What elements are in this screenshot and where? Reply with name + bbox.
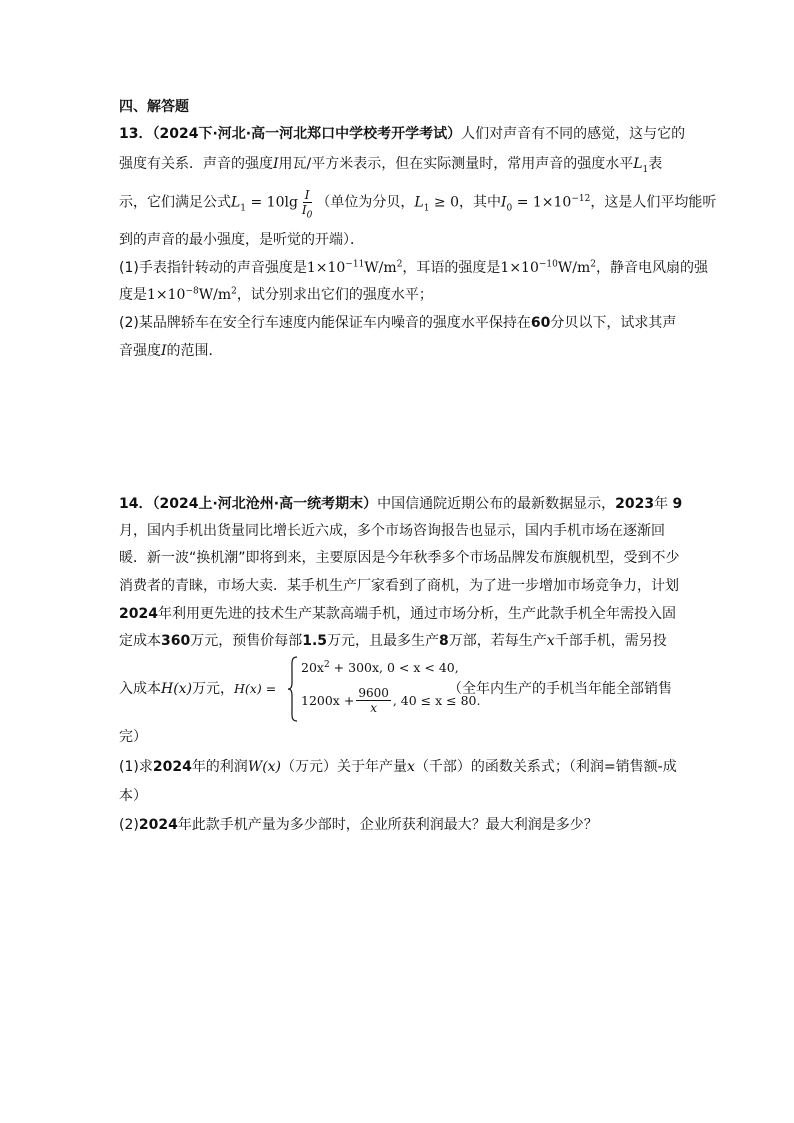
math-fraction [356,686,391,715]
brace-icon [287,656,299,722]
q13-text: 人们对声音有不同的感觉，这与它的 [461,126,686,142]
part-label: (2) [119,817,139,833]
q13-part2-line-1 [119,313,684,333]
q13-text: ，耳语的强度是 [402,260,501,276]
q13-text: 音强度 [119,343,161,359]
number: 8 [439,633,449,649]
math-sub: 0 [306,210,313,221]
q13-source: （2024下·河北·高一河北郑口中学校考开学考试） [152,126,462,142]
math-var: L [231,194,241,211]
q14-line-5 [119,604,684,624]
q13-text: 某品牌轿车在安全行车速度内能保证车内噪音的强度水平保持在 [138,315,531,331]
q13-text: 强度有关系．声音的强度 [119,156,273,172]
q14-line-4: 消费者的青睐，市场大卖．某手机生产厂家看到了商机，为了进一步增加市场竞争力，计划 [119,578,679,594]
math-formula: W(x) [247,759,282,775]
q14-line-3: 暖．新一波“换机潮”即将到来，主要原因是今年秋季多个市场品牌发布旗舰机型，受到不少 [119,550,680,566]
q14-text: 万元，预售价每部 [190,633,303,649]
number: 60 [530,315,551,331]
q14-line-7-right: （全年内生产的手机当年能全部销售 [448,681,672,697]
q13-part2-line-2 [119,341,684,361]
q14-part2-line-1 [119,815,684,835]
q13-part1-line-2 [119,285,684,305]
frac-denominator: x [370,701,377,715]
q14-text: 入成本 [119,681,161,697]
math-exp: 2 [323,659,330,670]
frac-numerator: 9600 [358,686,389,700]
math-unit: W/m [198,287,232,303]
math-exp: −8 [185,286,199,297]
case-text: 20x [301,660,324,675]
frac-numerator: I [304,188,310,202]
q14-text: 万元，且最多生产 [327,633,440,649]
q14-text: 年的利润 [191,759,248,775]
math-fraction [300,188,314,221]
q14-text: 千部手机，需另投 [554,633,667,649]
q14-text: 年此款手机产量为多少部时，企业所获利润最大？最大利润是多少？ [177,817,598,833]
number: 360 [161,633,191,649]
q13-text: 的范围． [166,343,223,359]
math-sub: 0 [506,203,513,214]
math-exp: 2 [396,259,403,270]
q14-part1-line-1 [119,757,684,777]
math-var: I [161,343,167,359]
math-sub: 1 [423,203,430,214]
q13-text: 表 [648,156,663,172]
q13-text: ，这是人们平均能听 [590,194,717,211]
part-label: (2) [119,315,139,331]
q14-line-2: 月，国内手机出货量同比增长近六成，多个市场咨询报告也显示，国内手机市场在逐渐回 [119,523,665,539]
math-exp: −11 [345,259,365,270]
math-sub: 1 [642,164,649,175]
q14-line-1 [119,494,684,514]
math-formula: 1×10 [500,260,539,276]
q13-part1-line-1 [119,258,708,278]
q14-line-6 [119,631,684,651]
math-unit: W/m [557,260,591,276]
q14-text: 年 [654,496,669,512]
number: 2024 [138,817,178,833]
math-formula: H(x) [161,681,193,697]
q13-text: 分贝以下，试求其声 [550,315,677,331]
q14-source: （2024上·河北沧州·高一统考期末） [152,496,378,512]
math-unit: W/m [364,260,397,276]
q13-line-4: 到的声音的最小强度，是听觉的开端）． [119,232,364,248]
q13-text: ，静音电风扇的强 [596,260,708,276]
math-var: L [633,156,643,172]
math-exp: −10 [538,259,558,270]
math-formula: 1×10 [306,260,346,276]
q14-part1-line-2: 本） [119,788,147,804]
math-var: x [546,633,555,649]
frac-denominator [300,203,314,221]
q13-text: ，其中 [458,194,501,211]
q14-text: 万部，若每生产 [448,633,547,649]
math-exp: 2 [590,259,596,270]
q14-number: 14． [119,496,153,512]
math-formula: H(x) = [234,681,277,696]
number: 1.5 [302,633,328,649]
q14-text: 年利用更先进的技术生产某款高端手机，通过市场分析，生产此款手机全年需投入固 [157,606,676,622]
part-label: (1) [119,759,139,775]
math-formula: ≥ 0 [429,194,459,211]
number: 2024 [152,759,192,775]
q13-text: （单位为分贝， [316,194,415,211]
math-exp: −12 [571,193,591,204]
math-exp: 2 [231,286,237,297]
math-sub: 1 [240,203,247,214]
q13-text: 手表指针转动的声音强度是 [138,260,307,276]
q13-line-3 [119,188,717,221]
case-text: 1200x + [301,693,355,708]
q13-line-2 [119,154,684,174]
math-formula: 1×10 [147,287,186,303]
q14-text: （万元）关于年产量 [281,759,408,775]
part-label: (1) [119,260,139,276]
q14-text: 中国信通院近期公布的最新数据显示， [377,496,616,512]
section-title: 四、解答题 [119,99,189,115]
math-formula: = 1×10 [512,194,572,211]
number: 9 [672,496,683,512]
number: 2024 [119,606,158,622]
case-text: , 40 ≤ x ≤ 80. [392,693,481,708]
case-text: + 300x, 0 < x < 40, [329,660,459,675]
number: 2023 [615,496,655,512]
q14-line-8: 完） [119,729,147,745]
q13-text: 度是 [119,287,147,303]
q14-text: 定成本 [119,633,161,649]
q14-text: （千部）的函数关系式；（利润=销售额-成 [414,759,677,775]
q14-text: 求 [138,759,153,775]
math-var: I [273,156,279,172]
piecewise-case-1 [301,660,459,675]
q13-text: ，试分别求出它们的强度水平； [236,287,433,303]
q13-text: 示，它们满足公式 [119,194,231,211]
math-var: x [407,759,415,775]
q13-text: 用瓦/平方米表示，但在实际测量时，常用声音的强度水平 [278,156,634,172]
math-var: L [414,194,424,211]
q13-line-1 [119,124,684,144]
math-var: I [301,203,307,217]
q14-text: 万元， [192,681,235,697]
q13-number: 13． [119,126,153,142]
math-var: I [500,194,507,211]
math-formula: = 10lg [246,194,298,211]
